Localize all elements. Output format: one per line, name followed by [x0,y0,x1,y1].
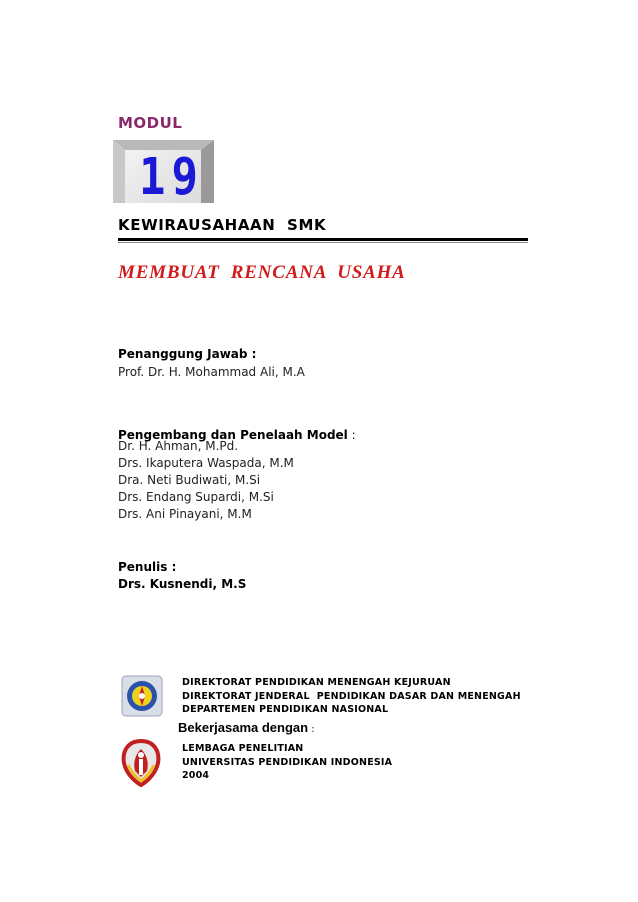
module-number-box [113,140,214,207]
kerjasama-line: UNIVERSITAS PENDIDIKAN INDONESIA [182,756,393,768]
pengembang-heading: Pengembang dan Penelaah Model [118,428,348,442]
kerjasama-line: LEMBAGA PENELITIAN [182,743,304,754]
module-number: 19 [139,148,204,207]
header-rule-thin [118,242,528,243]
directorate-line: DIREKTORAT PENDIDIKAN MENENGAH KEJURUAN [182,677,451,688]
kerjasama-colon: : [308,724,315,735]
upi-logo-icon [118,735,164,791]
module-title: MEMBUAT RENCANA USAHA [118,262,406,283]
pengembang-colon: : [347,428,356,442]
directorate-line: DIREKTORAT JENDERAL PENDIDIKAN DASAR DAN MENENGAH [182,690,521,702]
directorate-block [182,676,521,717]
penanggung-jawab-name: Prof. Dr. H. Mohammad Ali, M.A [118,365,305,379]
kerjasama-label: Bekerjasama dengan [178,720,309,735]
kerjasama-row [178,717,315,738]
header-rule [118,238,528,241]
depdiknas-logo-icon [121,675,163,717]
list-item: Drs. Endang Supardi, M.Si [118,490,274,504]
list-item: Dra. Neti Budiwati, M.Si [118,473,261,487]
list-item: Drs. Ikaputera Waspada, M.M [118,456,294,470]
penanggung-jawab-heading: Penanggung Jawab : [118,347,257,361]
penulis-name: Drs. Kusnendi, M.S [118,577,247,591]
kerjasama-line: 2004 [182,770,210,781]
directorate-line: DEPARTEMEN PENDIDIKAN NASIONAL [182,704,389,715]
module-label: MODUL [118,114,183,132]
kerjasama-block [182,742,392,783]
penulis-heading: Penulis : [118,560,177,574]
list-item: Drs. Ani Pinayani, M.M [118,507,252,521]
pengembang-list [118,438,294,523]
subject-title: KEWIRAUSAHAAN SMK [118,216,327,234]
list-item: Dr. H. Ahman, M.Pd. [118,439,239,453]
